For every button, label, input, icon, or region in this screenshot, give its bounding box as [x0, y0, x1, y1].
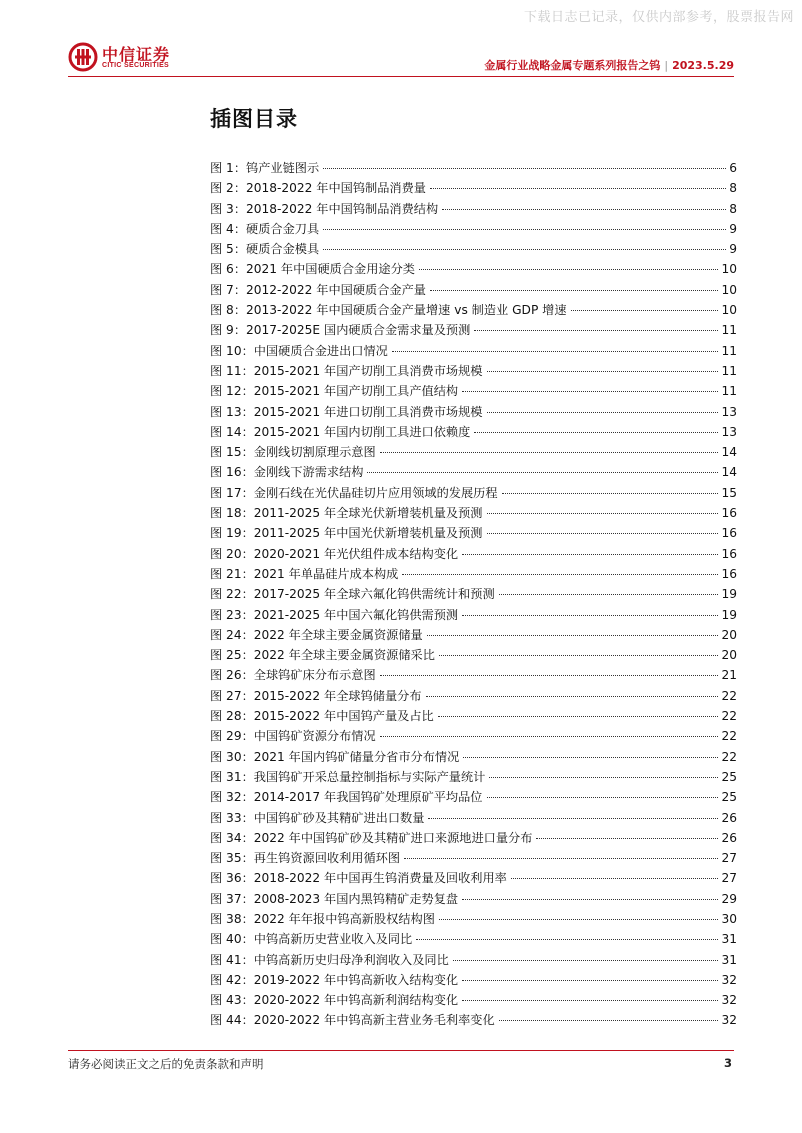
toc-entry[interactable]	[210, 320, 737, 340]
toc-entry-label: 图 1：钨产业链图示	[210, 161, 320, 175]
toc-entry-label: 图 14：2015-2021 年国内切削工具进口依赖度	[210, 424, 471, 439]
toc-entry[interactable]	[210, 828, 737, 848]
toc-entry-page: 27	[721, 851, 737, 866]
toc-dot-leader	[453, 960, 719, 961]
toc-entry[interactable]	[210, 726, 737, 746]
toc-entry[interactable]	[210, 300, 737, 320]
toc-entry-label: 图 29：中国钨矿资源分布情况	[210, 729, 376, 744]
toc-entry-page: 9	[729, 242, 737, 257]
toc-dot-leader	[511, 878, 719, 879]
toc-dot-leader	[380, 736, 719, 737]
toc-entry-page: 16	[721, 506, 737, 521]
toc-entry[interactable]	[210, 686, 737, 706]
toc-dot-leader	[487, 371, 719, 372]
toc-entry[interactable]	[210, 239, 737, 259]
toc-dot-leader	[463, 757, 718, 758]
toc-entry-label: 图 11：2015-2021 年国产切削工具消费市场规模	[210, 363, 483, 378]
toc-dot-leader	[428, 818, 718, 819]
report-title: 金属行业战略金属专题系列报告之钨	[484, 59, 661, 72]
toc-dot-leader	[404, 858, 718, 859]
toc-entry-page: 8	[729, 181, 737, 196]
toc-dot-leader	[487, 412, 719, 413]
toc-entry[interactable]	[210, 747, 737, 767]
toc-entry[interactable]	[210, 402, 737, 422]
toc-entry-label: 图 23：2021-2025 年中国六氟化钨供需预测	[210, 607, 459, 622]
toc-entry-label: 图 27：2015-2022 年全球钨储量分布	[210, 688, 422, 703]
toc-dot-leader	[439, 655, 719, 656]
toc-dot-leader	[499, 594, 719, 595]
toc-entry[interactable]	[210, 950, 737, 970]
toc-entry[interactable]	[210, 889, 737, 909]
header-title	[484, 57, 734, 73]
toc-entry-page: 19	[721, 587, 737, 602]
toc-entry-page: 11	[721, 384, 737, 399]
toc-entry-page: 20	[721, 648, 737, 663]
toc-entry-page: 13	[721, 424, 737, 439]
toc-entry-label: 图 24：2022 年全球主要金属资源储量	[210, 627, 423, 642]
toc-entry[interactable]	[210, 503, 737, 523]
toc-entry-page: 10	[721, 262, 737, 277]
toc-entry-page: 11	[721, 323, 737, 338]
toc-dot-leader	[426, 696, 719, 697]
toc-entry[interactable]	[210, 645, 737, 665]
logo-name-cn: 中信证券	[102, 45, 171, 64]
toc-entry-label: 图 28：2015-2022 年中国钨产量及占比	[210, 709, 434, 724]
toc-entry-page: 6	[729, 161, 737, 175]
toc-dot-leader	[536, 838, 718, 839]
toc-entry-label: 图 5：硬质合金模具	[210, 242, 320, 257]
toc-dot-leader	[380, 675, 719, 676]
toc-entry-label: 图 44：2020-2022 年中钨高新主营业务毛利率变化	[210, 1013, 495, 1028]
report-date: 2023.5.29	[672, 59, 734, 72]
toc-dot-leader	[487, 513, 719, 514]
toc-entry-label: 图 40：中钨高新历史营业收入及同比	[210, 932, 413, 947]
toc-entry[interactable]	[210, 259, 737, 279]
toc-entry[interactable]	[210, 381, 737, 401]
toc-entry-label: 图 33：中国钨矿砂及其精矿进出口数量	[210, 810, 425, 825]
toc-entry-page: 32	[721, 972, 737, 987]
toc-dot-leader	[392, 351, 719, 352]
toc-entry-label: 图 30：2021 年国内钨矿储量分省市分布情况	[210, 749, 460, 764]
toc-entry-page: 8	[729, 201, 737, 216]
toc-dot-leader	[571, 310, 719, 311]
toc-entry-label: 图 26：全球钨矿床分布示意图	[210, 668, 376, 683]
toc-entry[interactable]	[210, 544, 737, 564]
toc-entry-page: 10	[721, 282, 737, 297]
toc-entry-page: 26	[721, 830, 737, 845]
toc-entry[interactable]	[210, 199, 737, 219]
toc-entry[interactable]	[210, 178, 737, 198]
toc-entry[interactable]	[210, 1010, 737, 1030]
toc-entry-page: 31	[721, 932, 737, 947]
toc-dot-leader	[367, 472, 718, 473]
toc-entry-page: 15	[721, 485, 737, 500]
toc-entry[interactable]	[210, 483, 737, 503]
toc-entry[interactable]	[210, 605, 737, 625]
toc-entry[interactable]	[210, 909, 737, 929]
toc-entry-label: 图 9：2017-2025E 国内硬质合金需求量及预测	[210, 323, 471, 338]
toc-dot-leader	[427, 635, 719, 636]
toc-entry-page: 32	[721, 1013, 737, 1028]
toc-dot-leader	[487, 533, 719, 534]
toc-entry-page: 10	[721, 303, 737, 318]
toc-dot-leader	[402, 574, 718, 575]
toc-entry[interactable]	[210, 219, 737, 239]
toc-entry-page: 22	[721, 688, 737, 703]
toc-dot-leader	[323, 249, 726, 250]
toc-entry-page: 29	[721, 891, 737, 906]
toc-entry-label: 图 22：2017-2025 年全球六氟化钨供需统计和预测	[210, 587, 495, 602]
toc-dot-leader	[438, 716, 719, 717]
toc-entry-label: 图 8：2013-2022 年中国硬质合金产量增速 vs 制造业 GDP 增速	[210, 303, 567, 318]
watermark-text: 下载日志已记录，仅供内部参考，股票报告网	[523, 10, 794, 25]
toc-dot-leader	[416, 939, 718, 940]
toc-entry[interactable]	[210, 341, 737, 361]
toc-entry[interactable]	[210, 361, 737, 381]
toc-entry-label: 图 10：中国硬质合金进出口情况	[210, 343, 388, 358]
toc-entry-label: 图 19：2011-2025 年中国光伏新增装机量及预测	[210, 526, 483, 541]
toc-entry-page: 20	[721, 627, 737, 642]
logo-name-en: CITIC SECURITIES	[102, 62, 170, 69]
toc-entry-page: 16	[721, 526, 737, 541]
toc-entry-label: 图 38：2022 年年报中钨高新股权结构图	[210, 911, 435, 926]
toc-entry-page: 11	[721, 343, 737, 358]
toc-entry-page: 32	[721, 993, 737, 1008]
toc-entry[interactable]	[210, 442, 737, 462]
page-title: 插图目录	[210, 107, 298, 131]
figure-index-list	[210, 158, 737, 1031]
toc-entry-page: 19	[721, 607, 737, 622]
toc-entry-label: 图 42：2019-2022 年中钨高新收入结构变化	[210, 972, 459, 987]
footer-disclaimer: 请务必阅读正文之后的免责条款和声明	[68, 1057, 264, 1071]
toc-entry[interactable]	[210, 929, 737, 949]
header-separator: |	[664, 59, 669, 72]
toc-dot-leader	[474, 330, 718, 331]
toc-dot-leader	[502, 493, 719, 494]
toc-dot-leader	[462, 1000, 718, 1001]
toc-entry[interactable]	[210, 625, 737, 645]
toc-dot-leader	[489, 777, 718, 778]
toc-entry[interactable]	[210, 787, 737, 807]
toc-dot-leader	[380, 452, 719, 453]
header-divider	[68, 76, 734, 77]
toc-entry-page: 25	[721, 790, 737, 805]
toc-entry-page: 22	[721, 749, 737, 764]
toc-entry[interactable]	[210, 808, 737, 828]
toc-entry-page: 22	[721, 709, 737, 724]
toc-entry-label: 图 13：2015-2021 年进口切削工具消费市场规模	[210, 404, 483, 419]
toc-entry-label: 图 15：金刚线切割原理示意图	[210, 445, 376, 460]
toc-entry-label: 图 17：金刚石线在光伏晶硅切片应用领域的发展历程	[210, 485, 498, 500]
toc-entry-label: 图 35：再生钨资源回收利用循环图	[210, 851, 401, 866]
toc-entry[interactable]	[210, 990, 737, 1010]
toc-entry-label: 图 21：2021 年单晶硅片成本构成	[210, 566, 399, 581]
toc-dot-leader	[462, 554, 718, 555]
citic-logo	[68, 42, 188, 74]
toc-entry-label: 图 37：2008-2023 年国内黑钨精矿走势复盘	[210, 891, 459, 906]
toc-entry-page: 31	[721, 952, 737, 967]
toc-entry-label: 图 25：2022 年全球主要金属资源储采比	[210, 648, 435, 663]
toc-entry-page: 11	[721, 363, 737, 378]
toc-entry-label: 图 7：2012-2022 年中国硬质合金产量	[210, 282, 426, 297]
toc-entry-label: 图 32：2014-2017 年我国钨矿处理原矿平均品位	[210, 790, 483, 805]
toc-entry-page: 21	[721, 668, 737, 683]
toc-entry[interactable]	[210, 523, 737, 543]
toc-entry-label: 图 20：2020-2021 年光伏组件成本结构变化	[210, 546, 459, 561]
toc-entry-label: 图 4：硬质合金刀具	[210, 221, 320, 236]
toc-entry[interactable]	[210, 564, 737, 584]
toc-dot-leader	[462, 899, 718, 900]
toc-entry[interactable]	[210, 848, 737, 868]
toc-entry-label: 图 34：2022 年中国钨矿砂及其精矿进口来源地进口量分布	[210, 830, 533, 845]
toc-entry[interactable]	[210, 584, 737, 604]
toc-entry-page: 22	[721, 729, 737, 744]
toc-entry[interactable]	[210, 158, 737, 178]
toc-dot-leader	[487, 797, 719, 798]
toc-entry[interactable]	[210, 706, 737, 726]
toc-entry-label: 图 6：2021 年中国硬质合金用途分类	[210, 262, 415, 277]
toc-dot-leader	[474, 432, 718, 433]
toc-entry-page: 16	[721, 546, 737, 561]
toc-entry[interactable]	[210, 280, 737, 300]
toc-entry-label: 图 12：2015-2021 年国产切削工具产值结构	[210, 384, 459, 399]
toc-entry-page: 25	[721, 769, 737, 784]
toc-entry-page: 9	[729, 221, 737, 236]
toc-dot-leader	[462, 391, 718, 392]
toc-entry-page: 14	[721, 445, 737, 460]
toc-entry-page: 27	[721, 871, 737, 886]
toc-dot-leader	[430, 290, 718, 291]
toc-dot-leader	[499, 1020, 719, 1021]
citic-emblem-icon	[68, 42, 98, 72]
toc-entry[interactable]	[210, 767, 737, 787]
toc-entry-page: 16	[721, 566, 737, 581]
toc-entry[interactable]	[210, 422, 737, 442]
toc-entry-label: 图 36：2018-2022 年中国再生钨消费量及回收利用率	[210, 871, 507, 886]
toc-entry[interactable]	[210, 665, 737, 685]
toc-dot-leader	[323, 168, 726, 169]
toc-entry-label: 图 31：我国钨矿开采总量控制指标与实际产量统计	[210, 769, 486, 784]
toc-entry-page: 26	[721, 810, 737, 825]
toc-entry-label: 图 43：2020-2022 年中钨高新利润结构变化	[210, 993, 459, 1008]
toc-entry-label: 图 41：中钨高新历史归母净利润收入及同比	[210, 952, 449, 967]
toc-entry-label: 图 18：2011-2025 年全球光伏新增装机量及预测	[210, 506, 483, 521]
toc-dot-leader	[442, 209, 726, 210]
toc-dot-leader	[323, 229, 726, 230]
toc-entry-page: 14	[721, 465, 737, 480]
toc-entry[interactable]	[210, 868, 737, 888]
toc-entry-label: 图 3：2018-2022 年中国钨制品消费结构	[210, 201, 439, 216]
toc-entry[interactable]	[210, 462, 737, 482]
toc-dot-leader	[462, 615, 718, 616]
toc-entry-label: 图 2：2018-2022 年中国钨制品消费量	[210, 181, 426, 196]
toc-entry-label: 图 16：金刚线下游需求结构	[210, 465, 364, 480]
toc-dot-leader	[419, 269, 719, 270]
page-number: 3	[723, 1056, 732, 1070]
toc-dot-leader	[439, 919, 719, 920]
toc-dot-leader	[430, 188, 726, 189]
toc-dot-leader	[462, 980, 718, 981]
footer-divider	[68, 1050, 734, 1051]
toc-entry[interactable]	[210, 970, 737, 990]
toc-entry-page: 13	[721, 404, 737, 419]
toc-entry-page: 30	[721, 911, 737, 926]
